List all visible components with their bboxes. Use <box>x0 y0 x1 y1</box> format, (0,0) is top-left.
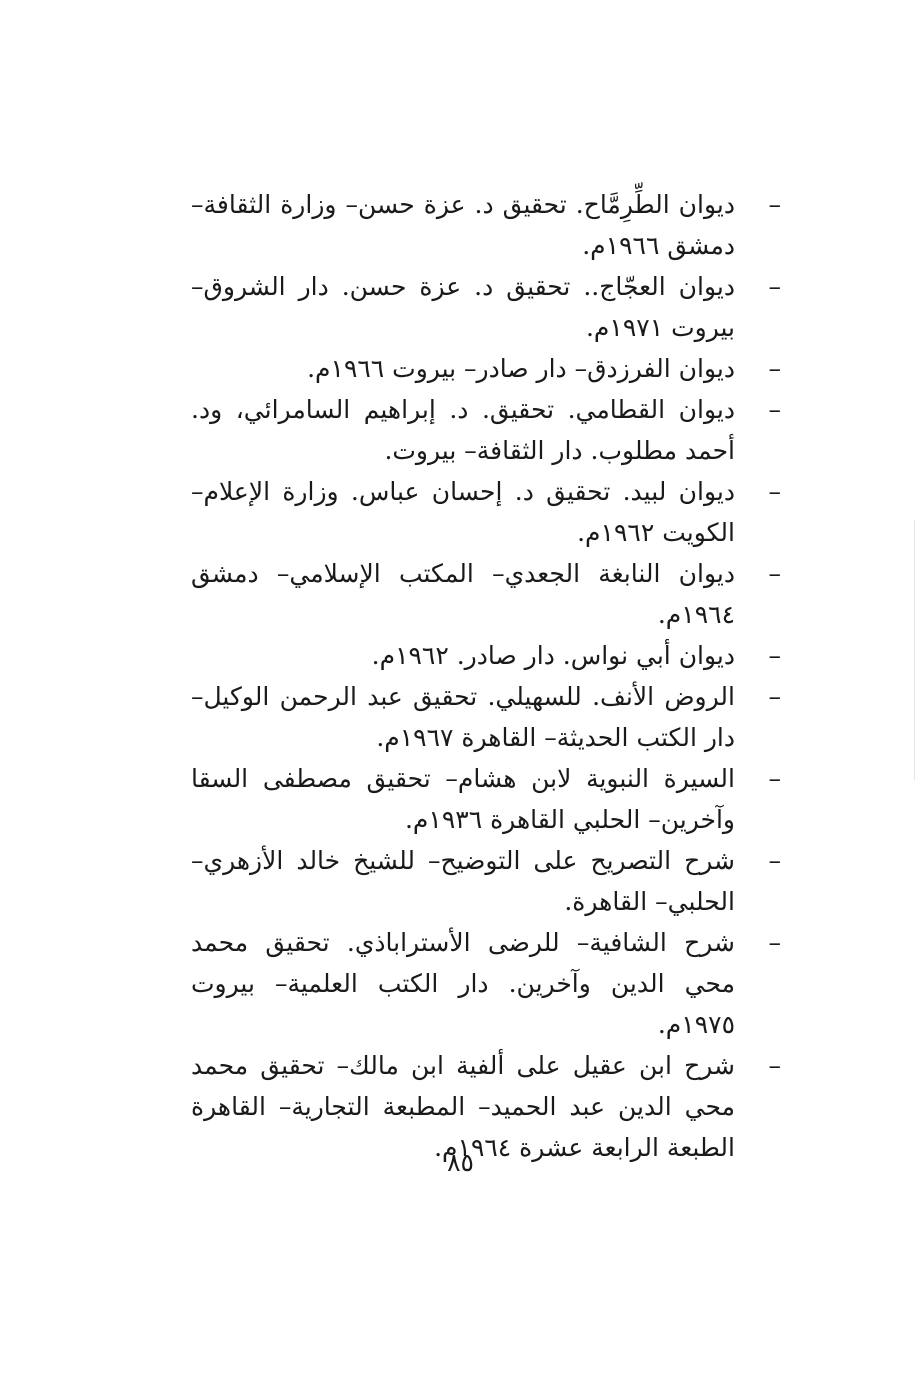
entry-dash: – <box>768 641 781 670</box>
scan-edge-line <box>914 520 915 780</box>
bibliography-entry <box>191 389 781 471</box>
bibliography-list <box>191 184 781 1168</box>
entry-text: شرح ابن عقيل على ألفية ابن مالك– تحقيق محمد محي الدين عبد الحميد– المطبعة التجارية– القاهرة الطبعة الرابعة عشرة ١٩٦٤م. <box>191 1051 735 1162</box>
entry-text: ديوان النابغة الجعدي– المكتب الإسلامي– دمشق ١٩٦٤م. <box>191 559 735 629</box>
entry-dash: – <box>768 395 781 424</box>
entry-dash: – <box>768 682 781 711</box>
entry-text: ديوان الطِّرِمَّاح. تحقيق د. عزة حسن– وزارة الثقافة– دمشق ١٩٦٦م. <box>191 190 735 260</box>
bibliography-entry <box>191 922 781 1045</box>
entry-text: ديوان لبيد. تحقيق د. إحسان عباس. وزارة الإعلام– الكويت ١٩٦٢م. <box>191 477 735 547</box>
entry-text: ديوان أبي نواس. دار صادر. ١٩٦٢م. <box>371 641 735 670</box>
entry-dash: – <box>768 764 781 793</box>
entry-text: السيرة النبوية لابن هشام– تحقيق مصطفى السقا وآخرين– الحلبي القاهرة ١٩٣٦م. <box>191 764 735 834</box>
entry-dash: – <box>768 477 781 506</box>
entry-dash: – <box>768 190 781 219</box>
bibliography-entry <box>191 840 781 922</box>
entry-text: شرح التصريح على التوضيح– للشيخ خالد الأزهري– الحلبي– القاهرة. <box>191 846 735 916</box>
entry-dash: – <box>768 559 781 588</box>
bibliography-entry <box>191 676 781 758</box>
bibliography-entry <box>191 635 781 676</box>
entry-dash: – <box>768 846 781 875</box>
entry-dash: – <box>768 1051 781 1080</box>
entry-dash: – <box>768 928 781 957</box>
entry-text: شرح الشافية– للرضى الأستراباذي. تحقيق محمد محي الدين وآخرين. دار الكتب العلمية– بيروت ١٩٧٥م. <box>191 928 735 1039</box>
entry-dash: – <box>768 272 781 301</box>
bibliography-entry <box>191 184 781 266</box>
page-number: ٨٥ <box>447 1148 474 1177</box>
entry-text: ديوان القطامي. تحقيق. د. إبراهيم السامرائي، ود. أحمد مطلوب. دار الثقافة– بيروت. <box>191 395 735 465</box>
entry-text: الروض الأنف. للسهيلي. تحقيق عبد الرحمن الوكيل– دار الكتب الحديثة– القاهرة ١٩٦٧م. <box>191 682 735 752</box>
bibliography-entry <box>191 266 781 348</box>
entry-text: ديوان العجّاج.. تحقيق د. عزة حسن. دار الشروق– بيروت ١٩٧١م. <box>191 272 735 342</box>
bibliography-entry <box>191 348 781 389</box>
entry-text: ديوان الفرزدق– دار صادر– بيروت ١٩٦٦م. <box>307 354 735 383</box>
bibliography-entry <box>191 758 781 840</box>
bibliography-entry <box>191 471 781 553</box>
bibliography-entry <box>191 553 781 635</box>
entry-dash: – <box>768 354 781 383</box>
